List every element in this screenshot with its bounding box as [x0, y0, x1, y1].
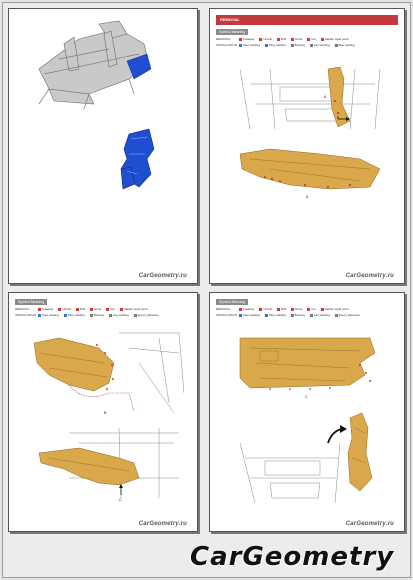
- legend-item: Cut: [307, 307, 316, 312]
- legend-item: Cutaway: [38, 307, 54, 312]
- legend-item: Butt welding: [335, 43, 355, 48]
- legend-item: Spot welding: [38, 313, 59, 318]
- symbol-meaning-title: Symbol Meaning: [216, 299, 248, 305]
- page-watermark: CarGeometry.ru: [138, 521, 187, 527]
- legend-item: Cut: [307, 37, 316, 42]
- callout-label: B: [337, 116, 340, 120]
- legend-item: Hidden weld point: [321, 37, 349, 42]
- legend-item: Brazing: [291, 43, 305, 48]
- legend-item: Lap welding: [310, 313, 330, 318]
- callout-label: B: [104, 411, 107, 415]
- document-page-4: [209, 292, 405, 532]
- legend-item: Drill: [277, 307, 286, 312]
- legend-item: Cut: [106, 307, 115, 312]
- legend-item: Lap welding: [310, 43, 330, 48]
- legend-item: Drill: [277, 37, 286, 42]
- legend-item: Lap welding: [109, 313, 129, 318]
- legend-item: Unbolt: [58, 307, 71, 312]
- body-frame-illustration: [9, 9, 198, 284]
- legend-item: Hidden weld point: [321, 307, 349, 312]
- callout-label: A: [306, 195, 309, 199]
- removal-label: REMOVAL: [216, 307, 231, 311]
- legend-item: Unbolt: [259, 307, 272, 312]
- section-header: REMOVAL: [216, 15, 398, 25]
- legend-item: Grind: [291, 307, 302, 312]
- installation-label: INSTALLATION: [15, 313, 36, 317]
- installation-diagram: [210, 293, 405, 532]
- legend-item: Unbolt: [259, 37, 272, 42]
- symbol-meaning-title: Symbol Meaning: [15, 299, 47, 305]
- callout-label: C: [305, 395, 308, 399]
- installation-label: INSTALLATION: [216, 313, 237, 317]
- document-page-2: [209, 8, 405, 284]
- legend-item: Plug welding: [64, 313, 85, 318]
- page-watermark: CarGeometry.ru: [345, 521, 394, 527]
- callout-label: A: [324, 95, 327, 99]
- removal-diagram: [210, 9, 405, 249]
- legend-item: Drill: [76, 307, 85, 312]
- legend-item: Brazing: [90, 313, 104, 318]
- page-watermark: CarGeometry.ru: [138, 273, 187, 279]
- legend-item: Epoxy adhesive: [335, 313, 360, 318]
- installation-label: INSTALLATION: [216, 43, 237, 47]
- legend-item: Spot welding: [239, 313, 260, 318]
- symbol-meaning-title: Symbol Meaning: [216, 29, 248, 35]
- legend-item: Cutaway: [239, 37, 255, 42]
- document-page-1: [8, 8, 198, 284]
- document-page-3: [8, 292, 198, 532]
- legend-item: Hidden weld point: [120, 307, 148, 312]
- legend-item: Brazing: [291, 313, 305, 318]
- legend-item: Grind: [90, 307, 101, 312]
- removal-label: REMOVAL: [216, 37, 231, 41]
- legend-item: Grind: [291, 37, 302, 42]
- legend-item: Plug welding: [265, 313, 286, 318]
- legend-item: Plug welding: [265, 43, 286, 48]
- legend-item: Spot welding: [239, 43, 260, 48]
- legend-item: Epoxy adhesive: [134, 313, 159, 318]
- legend-item: Cutaway: [239, 307, 255, 312]
- page-watermark: CarGeometry.ru: [345, 273, 394, 279]
- removal-label: REMOVAL: [15, 307, 30, 311]
- callout-label: C: [119, 498, 122, 502]
- site-watermark-logo: CarGeometry: [190, 542, 395, 572]
